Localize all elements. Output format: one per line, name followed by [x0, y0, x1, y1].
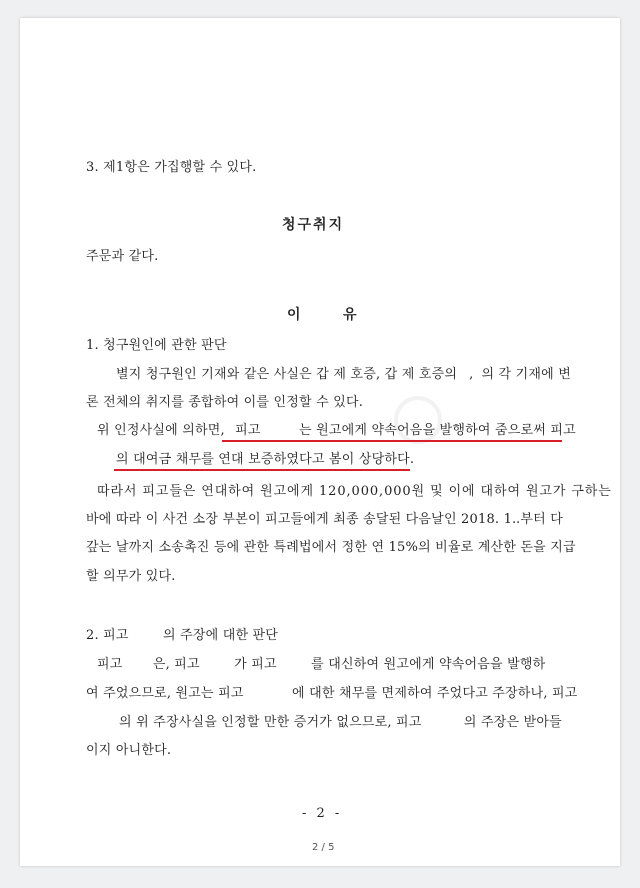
paragraph-3-line-2 — [86, 512, 563, 528]
reasons-heading-a: 이 — [287, 307, 303, 323]
paragraph-3-line-4: 할 의무가 있다. — [86, 569, 176, 584]
paragraph-4-line-1 — [97, 657, 565, 673]
document-page — [20, 18, 620, 866]
paragraph-4-line-3 — [119, 715, 565, 731]
p3-l2-b: .부터 다 — [516, 512, 563, 527]
p1-l1-b: , — [469, 367, 474, 382]
p2-l1-c: 는 원고에게 약속어음을 발행하여 줌으로써 피고 — [299, 423, 576, 438]
section-2-title — [86, 628, 278, 644]
p4-l3-b: 의 주장은 받아들 — [463, 715, 562, 730]
p4-l3-a: 의 위 주장사실을 인정할 만한 증거가 없으므로, 피고 — [119, 715, 422, 730]
paragraph-1-line-2: 론 전체의 취지를 종합하여 이를 인정할 수 있다. — [86, 395, 364, 410]
p4-l1-d: 를 대신하여 원고에게 약속어음을 발행하 — [311, 657, 546, 672]
p2-l1-b: 피고 — [235, 423, 261, 438]
section-2-a: 2. 피고 — [86, 628, 129, 643]
page-indicator: 2 / 5 — [312, 842, 335, 853]
paragraph-2-line-1 — [97, 423, 576, 439]
p3-l2-a: 바에 따라 이 사건 소장 부본이 피고들에게 최종 송달된 다음날인 2018. 1. — [86, 512, 517, 527]
paragraph-4-line-2 — [86, 686, 578, 702]
p1-l1-a: 별지 청구원인 기재와 같은 사실은 갑 제 호증, 갑 제 호증의 — [116, 367, 458, 382]
p1-l1-c: 의 각 기재에 변 — [481, 367, 571, 382]
paragraph-3-line-3: 갚는 날까지 소송촉진 등에 관한 특례법에서 정한 연 15%의 비율로 계산한 돈을 지급 — [86, 540, 576, 555]
page-number: - 2 - — [302, 806, 343, 821]
paragraph-1-line-1 — [116, 367, 571, 383]
p4-l1-c: 가 피고 — [234, 657, 277, 672]
paragraph-4-line-4: 이지 아니한다. — [86, 743, 172, 758]
paragraph-3-line-1: 따라서 피고들은 연대하여 원고에게 120,000,000원 및 이에 대하여 원고가 구하는 — [97, 484, 612, 499]
p4-l2-b: 에 대한 채무를 면제하여 주었다고 주장하나, 피고 — [292, 686, 578, 701]
section-1-title: 1. 청구원인에 관한 판단 — [86, 338, 227, 353]
order-item-3: 3. 제1항은 가집행할 수 있다. — [86, 160, 257, 175]
p2-l1-a: 위 인정사실에 의하면, — [97, 423, 225, 438]
claim-heading: 청구취지 — [282, 217, 345, 233]
section-2-b: 의 주장에 대한 판단 — [163, 628, 279, 643]
reasons-heading-b: 유 — [343, 307, 359, 323]
claim-body: 주문과 같다. — [86, 249, 159, 264]
p4-l2-a: 여 주었으므로, 원고는 피고 — [86, 686, 244, 701]
highlight-underline-1 — [222, 440, 562, 442]
highlight-underline-2 — [114, 469, 410, 471]
p4-l1-b: 은, 피고 — [152, 657, 200, 672]
p4-l1-a: 피고 — [97, 657, 123, 672]
paragraph-2-line-2: 의 대여금 채무를 연대 보증하였다고 봄이 상당하다. — [116, 452, 415, 467]
